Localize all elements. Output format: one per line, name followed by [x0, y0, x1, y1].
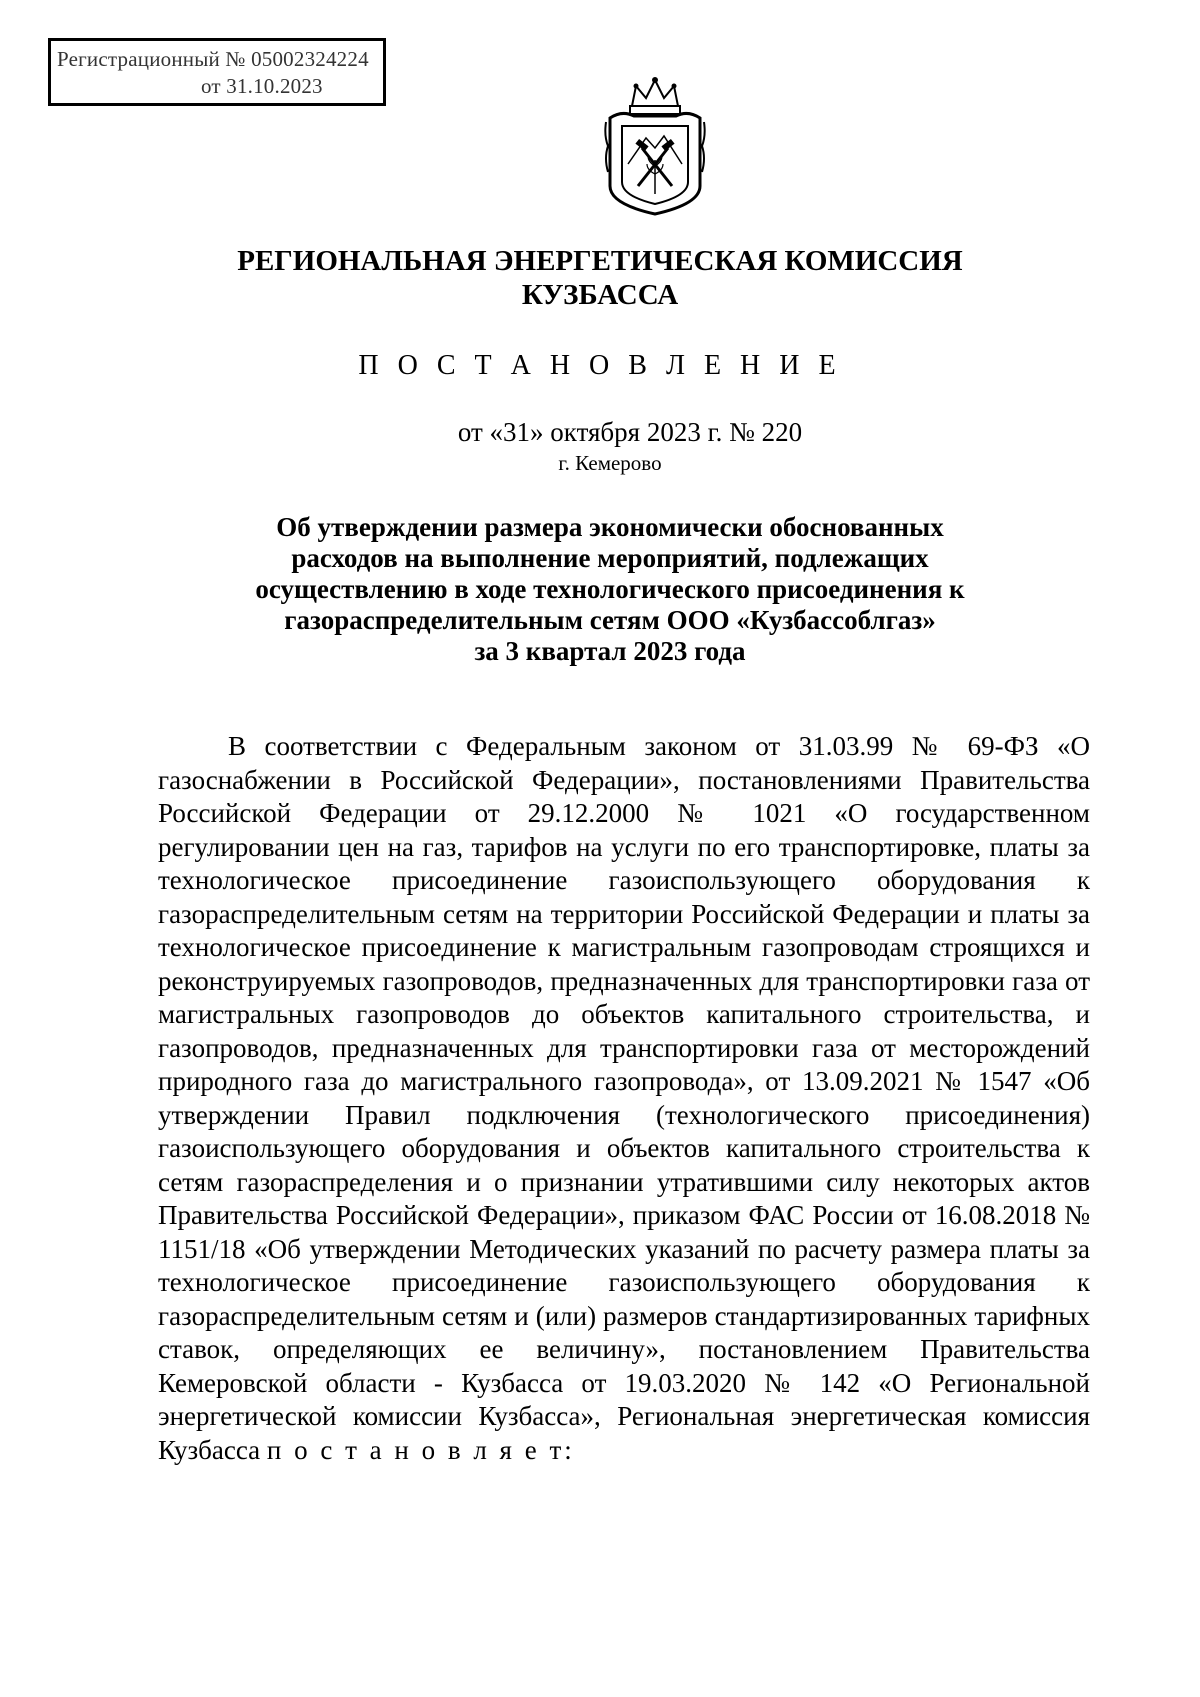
body-paragraph: [158, 730, 1090, 1467]
kuzbass-coat-of-arms-icon: [602, 76, 708, 216]
subject-line: осуществлению в ходе технологического присоединения к: [255, 574, 965, 604]
document-city: г. Кемерово: [558, 451, 662, 475]
organization-name-line1: РЕГИОНАЛЬНАЯ ЭНЕРГЕТИЧЕСКАЯ КОМИССИЯ: [237, 245, 963, 277]
subject-line: за 3 квартал 2023 года: [474, 636, 746, 666]
body-paragraph-text: В соответствии с Федеральным законом от 31.03.99 № 69-ФЗ «О газоснабжении в Российской Федерации», постановлениями Правительства Российской Федерации от 29.12.2000 № 1021 «О государственном регулировании цен на газ, тарифов на услуги по его транспортировке, платы за технологическое присоединение газоиспользующего оборудования к газораспределительным сетям на территории Российской Федерации и платы за технологическое присоединение к магистральным газопроводам строящихся и реконструируемых газопроводов, предназначенных для транспортировки газа от магистральных газопроводов до объектов капитального строительства, и газопроводов, предназначенных для транспортировки газа от месторождений природного газа до магистрального газопровода», от 13.09.2021 № 1547 «Об утверждении Правил подключения (технологического присоединения) газоиспользующего оборудования и объектов капитального строительства к сетям газораспределения и о признании утратившими силу некоторых актов Правительства Российской Федерации», приказом ФАС России от 16.08.2018 № 1151/18 «Об утверждении Методических указаний по расчету размера платы за технологическое присоединение газоиспользующего оборудования к газораспределительным сетям и (или) размеров стандартизированных тарифных ставок, определяющих ее величину», постановлением Правительства Кемеровской области - Кузбасса от 19.03.2020 № 142 «О Региональной энергетической комиссии Кузбасса», Региональная энергетическая комиссия Кузбасса: [158, 731, 1090, 1465]
subject-line: Об утверждении размера экономически обоснованных: [276, 512, 944, 542]
document-subject: [190, 512, 1030, 667]
registration-date: от 31.10.2023: [201, 74, 323, 98]
subject-line: газораспределительным сетям ООО «Кузбассоблгаз»: [284, 605, 936, 635]
document-type: П О С Т А Н О В Л Е Н И Е: [358, 350, 842, 381]
registration-number: Регистрационный № 05002324224: [57, 47, 369, 71]
subject-line: расходов на выполнение мероприятий, подлежащих: [291, 543, 929, 573]
registration-stamp: [48, 38, 386, 106]
document-date-number: от «31» октября 2023 г. № 220: [457, 417, 803, 447]
organization-name-line2: КУЗБАССА: [521, 279, 679, 311]
organization-name: [170, 244, 1030, 312]
resolution-verb: п о с т а н о в л я е т:: [266, 1434, 575, 1465]
